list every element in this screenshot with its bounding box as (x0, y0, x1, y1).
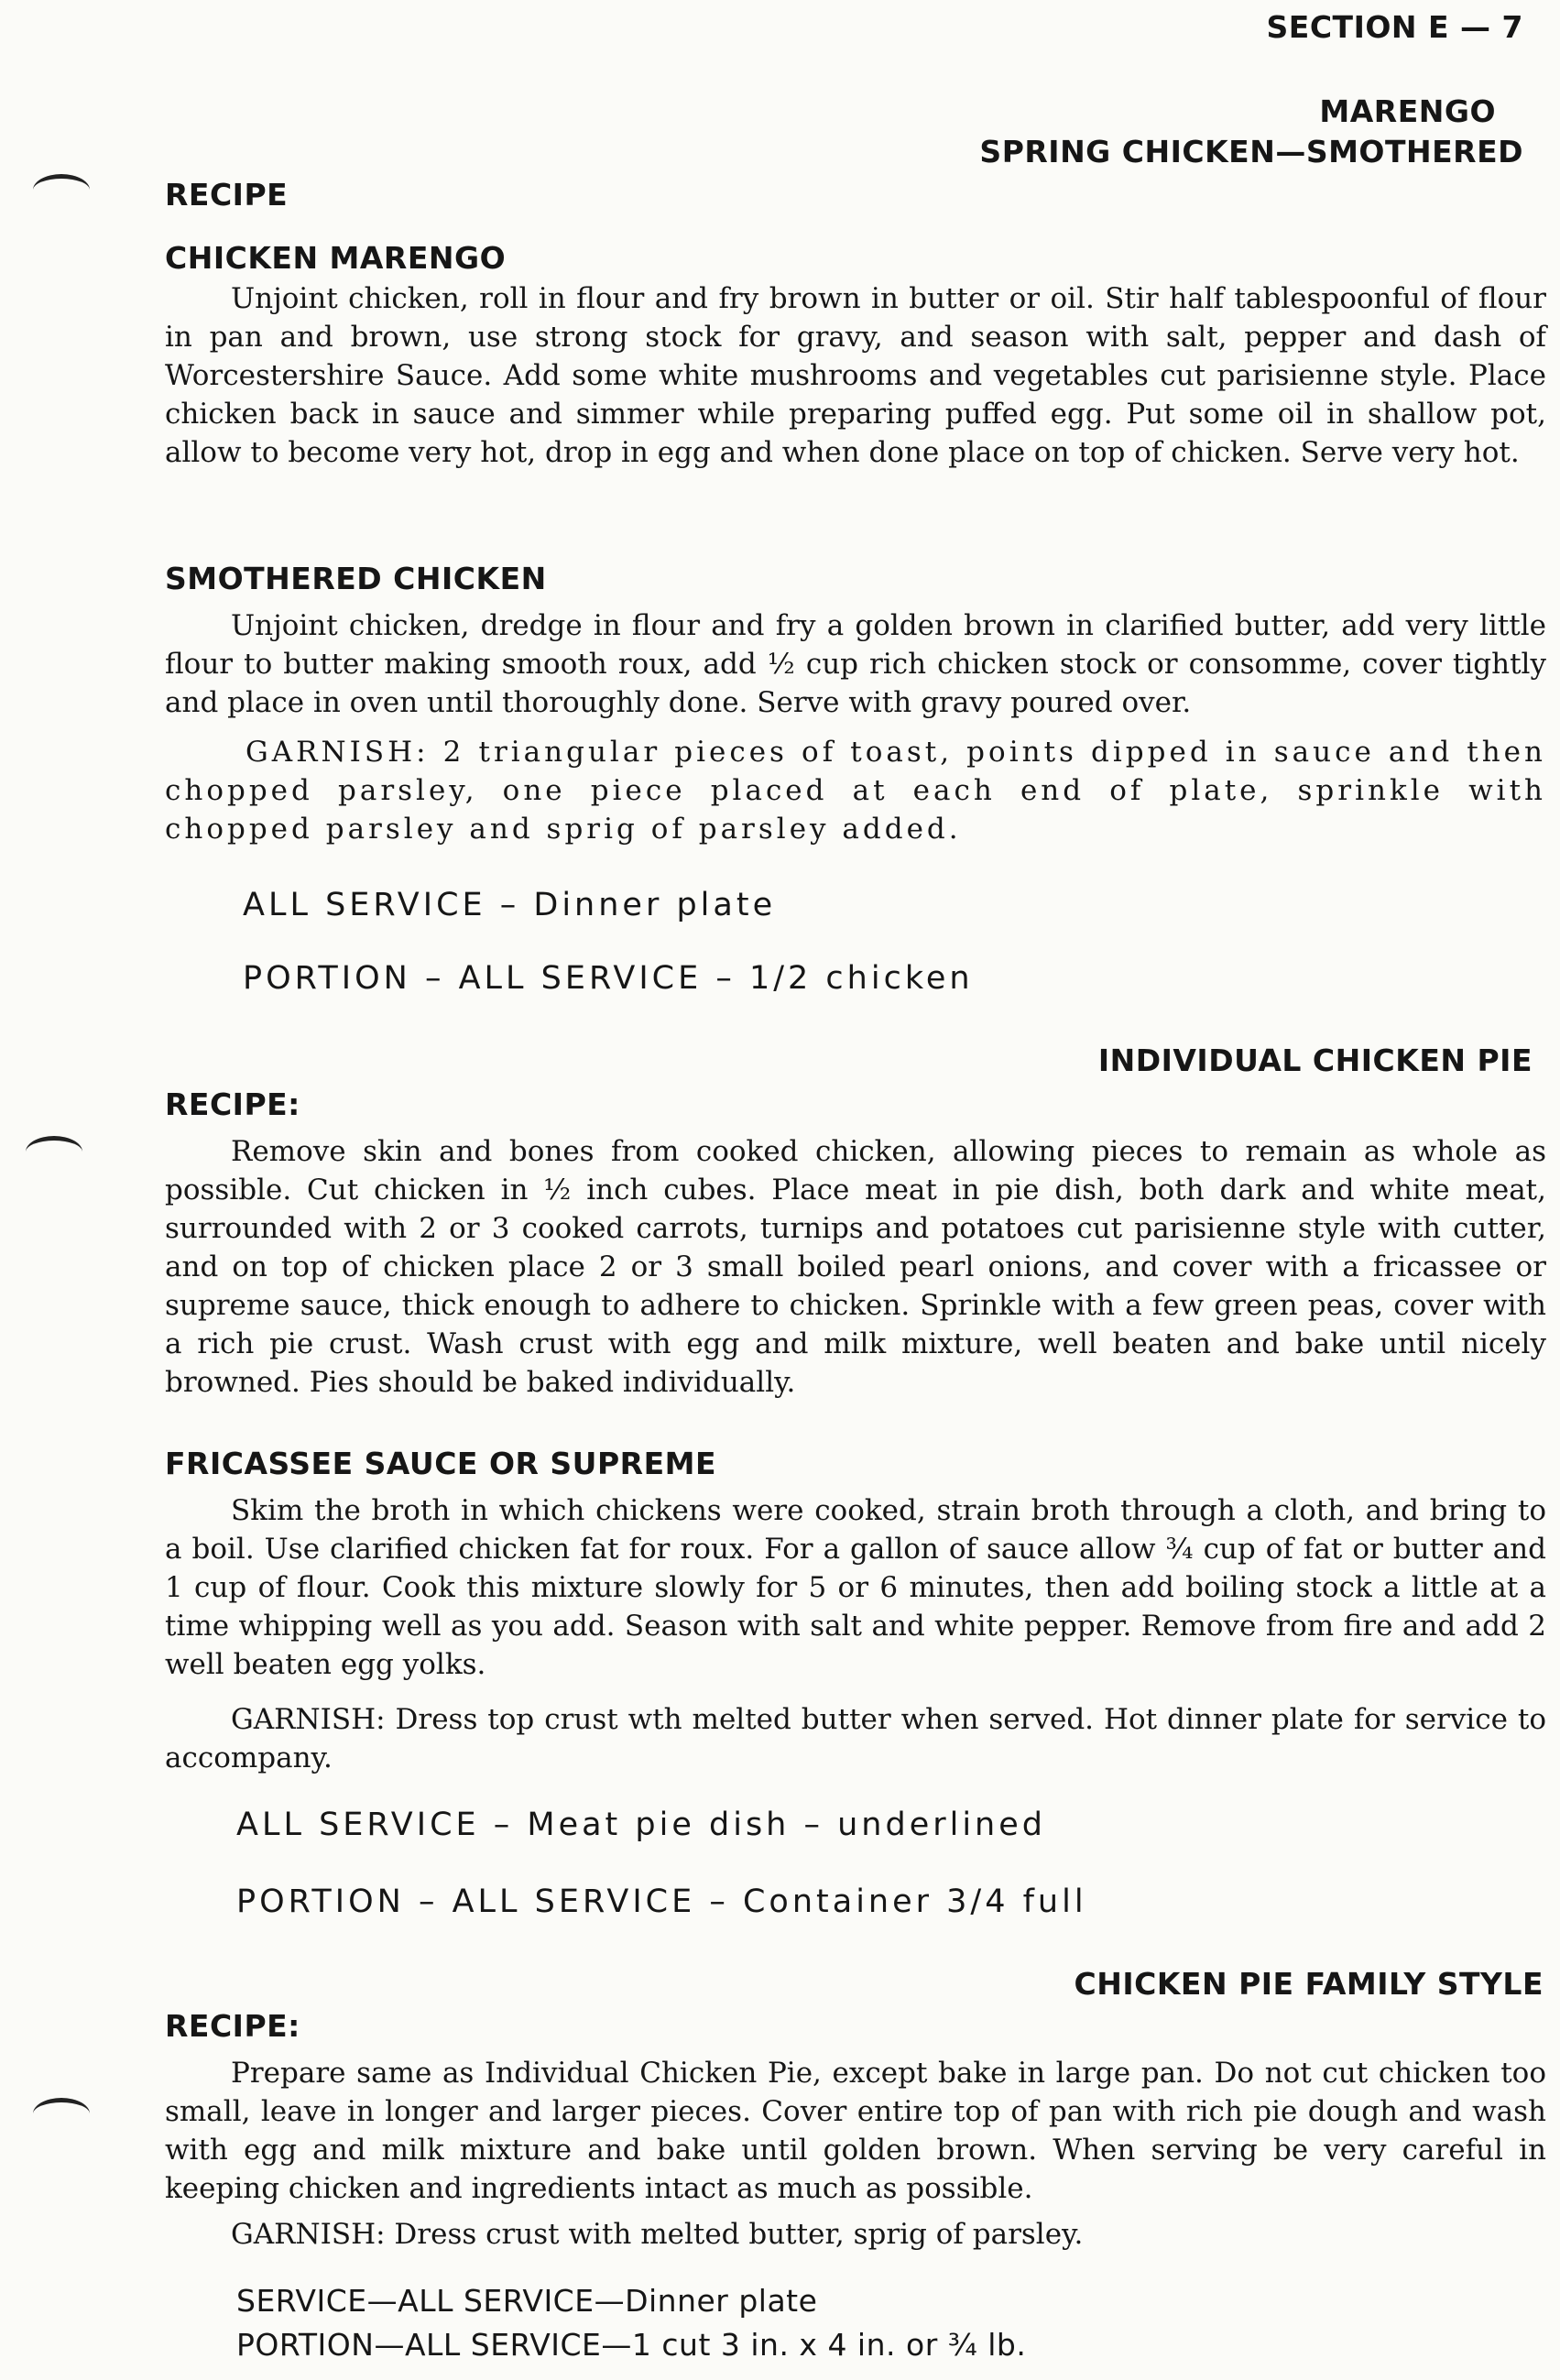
section-number: SECTION E — 7 (1266, 9, 1523, 45)
recipe-body-individual-chicken-pie: Remove skin and bones from cooked chicken, allowing pieces to remain as whole as possible. Cut chicken in ½ inch cubes. Place meat in pie dish, both dark and white meat, surrounded with 2 or 3 cooked carrots, turnips and potatoes cut parisienne style with cutter, and on top of chicken place 2 or 3 small boiled pearl onions, and cover with a fricassee or supreme sauce, thick enough to adhere to chicken. Sprinkle with a few green peas, cover with a rich pie crust. Wash crust with egg and milk mixture, well beaten and bake until nicely browned. Pies should be baked individually. (165, 1135, 1546, 1399)
recipe-title-smothered-chicken: SMOTHERED CHICKEN (165, 561, 547, 596)
service-smothered-chicken: ALL SERVICE – Dinner plate (243, 887, 777, 923)
portion-smothered-chicken: PORTION – ALL SERVICE – 1/2 chicken (243, 960, 974, 997)
recipe-label-individual-chicken-pie: RECIPE: (165, 1086, 300, 1122)
recipe-body-chicken-pie-family-style: Prepare same as Individual Chicken Pie, except bake in large pan. Do not cut chicken too small, leave in longer and larger pieces. Cover entire top of pan with rich pie dough and wash with egg and milk mixture and bake until golden brown. When serving be very careful in keeping chicken and ingredients intact as much as possible. (165, 2057, 1546, 2205)
recipe-label-chicken-pie-family-style: RECIPE: (165, 2008, 300, 2044)
service-fricassee-sauce: ALL SERVICE – Meat pie dish – underlined (236, 1807, 1046, 1843)
recipe-body-chicken-marengo: Unjoint chicken, roll in flour and fry brown in butter or oil. Stir half tablespoonful of flour in pan and brown, use strong stock for gravy, and season with salt, pepper and dash of Worcestershire Sauce. Add some white mushrooms and vegetables cut parisienne style. Place chicken back in sauce and simmer while preparing puffed egg. Put some oil in shallow pot, allow to become very hot, drop in egg and when done place on top of chicken. Serve very hot. (165, 282, 1546, 469)
page-title-line2: SPRING CHICKEN—SMOTHERED (979, 134, 1523, 169)
portion-chicken-pie-family-style: PORTION—ALL SERVICE—1 cut 3 in. x 4 in. or ¾ lb. (236, 2327, 1027, 2363)
service-chicken-pie-family-style: SERVICE—ALL SERVICE—Dinner plate (236, 2283, 818, 2319)
recipe-title-chicken-marengo: CHICKEN MARENGO (165, 240, 507, 276)
garnish-fricassee-sauce: GARNISH: Dress top crust wth melted butter when served. Hot dinner plate for service to accompany. (165, 1703, 1546, 1774)
binder-hole-mark-top (33, 174, 90, 206)
portion-fricassee-sauce: PORTION – ALL SERVICE – Container 3/4 full (236, 1883, 1087, 1920)
recipe-heading-chicken-pie-family-style: CHICKEN PIE FAMILY STYLE (1074, 1966, 1544, 2002)
recipe-body-fricassee-sauce: Skim the broth in which chickens were cooked, strain broth through a cloth, and bring to a boil. Use clarified chicken fat for roux. For a gallon of sauce allow ¾ cup of fat or butter and 1 cup of flour. Cook this mixture slowly for 5 or 6 minutes, then add boiling stock a little at a time whipping well as you add. Season with salt and white pepper. Remove from fire and add 2 well beaten egg yolks. (165, 1494, 1546, 1681)
garnish-smothered-chicken: GARNISH: 2 triangular pieces of toast, points dipped in sauce and then chopped parsley, one piece placed at each end of plate, sprinkle with chopped parsley and sprig of parsley added. (165, 736, 1546, 846)
recipe-label: RECIPE (165, 177, 289, 213)
binder-hole-mark-middle (26, 1136, 82, 1168)
page-title-line1: MARENGO (1319, 93, 1496, 129)
recipe-heading-individual-chicken-pie: INDIVIDUAL CHICKEN PIE (1097, 1043, 1533, 1078)
garnish-chicken-pie-family-style: GARNISH: Dress crust with melted butter, sprig of parsley. (231, 2218, 1084, 2251)
recipe-title-fricassee-sauce: FRICASSEE SAUCE OR SUPREME (165, 1446, 716, 1481)
recipe-body-smothered-chicken: Unjoint chicken, dredge in flour and fry a golden brown in clarified butter, add very little flour to butter making smooth roux, add ½ cup rich chicken stock or consomme, cover tightly and place in oven until thoroughly done. Serve with gravy poured over. (165, 609, 1546, 719)
binder-hole-mark-bottom (33, 2098, 90, 2130)
